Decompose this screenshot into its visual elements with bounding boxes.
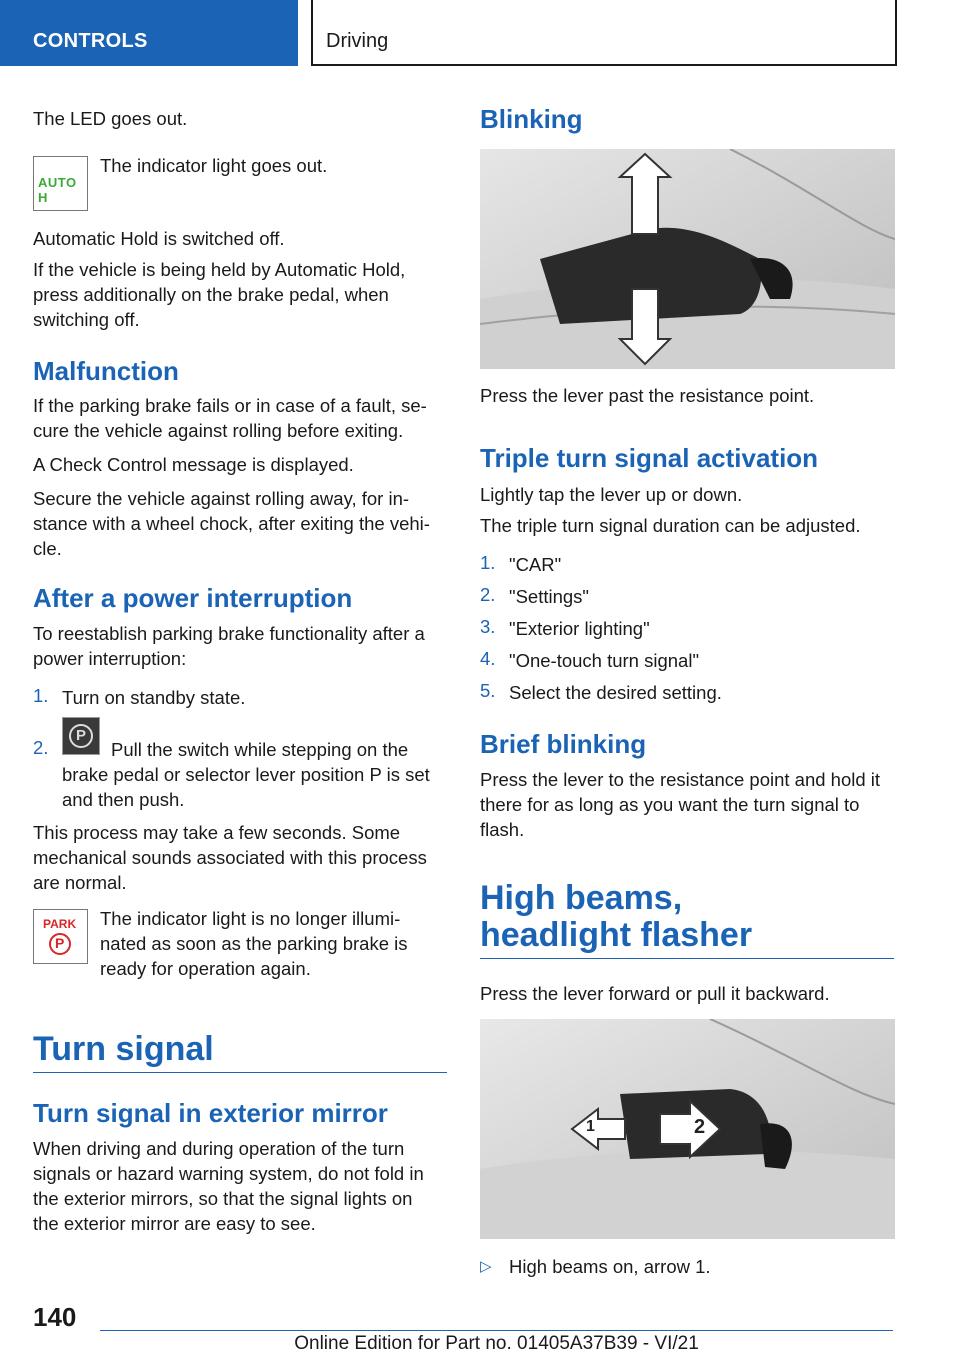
paragraph: Lightly tap the lever up or down.: [480, 484, 743, 505]
footer-edition: Online Edition for Part no. 01405A37B39 - VI/21: [294, 1333, 699, 1354]
section-divider: [480, 958, 894, 959]
paragraph-line: the exterior mirrors, so that the signal lights on: [33, 1188, 413, 1209]
paragraph: The LED goes out.: [33, 108, 188, 129]
step-text: "One-touch turn signal": [509, 650, 700, 671]
step-text: Pull the switch while stepping on the: [111, 739, 409, 760]
heading-headlight-flasher: headlight flasher: [480, 916, 753, 954]
section-tab: [0, 0, 298, 66]
step-number: 1.: [480, 552, 496, 573]
section-divider: [33, 1072, 447, 1073]
step-number: 4.: [480, 648, 496, 669]
paragraph-line: When driving and during operation of the turn: [33, 1138, 405, 1159]
bullet-icon: ▷: [480, 1258, 492, 1275]
heading-power-interruption: After a power interruption: [33, 583, 353, 613]
paragraph-line: flash.: [480, 819, 525, 840]
paragraph-line: If the parking brake fails or in case of a fault, se-: [33, 395, 427, 416]
heading-brief-blinking: Brief blinking: [480, 729, 647, 759]
auto-hold-icon-label: AUTO H: [38, 175, 77, 205]
step-text: and then push.: [62, 789, 185, 810]
high-beam-lever-photo: [480, 1019, 895, 1239]
paragraph-line: are normal.: [33, 872, 127, 893]
paragraph-line: ready for operation again.: [100, 958, 311, 979]
heading-high-beams: High beams,: [480, 879, 683, 917]
arrow-2-label: 2: [694, 1116, 706, 1138]
park-icon-letter: P: [55, 935, 65, 951]
paragraph-line: cure the vehicle against rolling before exiting.: [33, 420, 404, 441]
paragraph-line: Secure the vehicle against rolling away, for in-: [33, 488, 410, 509]
step-number: 2.: [480, 584, 496, 605]
turn-signal-lever-photo: [480, 149, 895, 369]
lever-forward-backward-illustration: [480, 1019, 895, 1239]
page-number: 140: [33, 1302, 77, 1332]
heading-triple-turn-signal: Triple turn signal activation: [480, 443, 819, 473]
heading-turn-signal-mirror: Turn signal in exterior mirror: [33, 1098, 388, 1128]
park-indicator-icon: [33, 909, 88, 964]
step-number: 3.: [480, 616, 496, 637]
chapter-header: [311, 0, 897, 66]
paragraph-line: This process may take a few seconds. Some: [33, 822, 401, 843]
heading-malfunction: Malfunction: [33, 356, 179, 386]
paragraph-line: the exterior mirror are easy to see.: [33, 1213, 316, 1234]
paragraph-line: nated as soon as the parking brake is: [100, 933, 408, 954]
step-text: "CAR": [509, 554, 562, 575]
auto-hold-indicator-icon: [33, 156, 88, 211]
step-text: "Exterior lighting": [509, 618, 650, 639]
paragraph: The triple turn signal duration can be adjusted.: [480, 515, 861, 536]
step-text: Select the desired setting.: [509, 682, 722, 703]
paragraph-line: The indicator light is no longer illumi-: [100, 908, 401, 929]
heading-blinking: Blinking: [480, 104, 583, 134]
paragraph-line: there for as long as you want the turn signal to: [480, 794, 860, 815]
step-number: 1.: [33, 685, 49, 706]
paragraph-line: Press the lever to the resistance point and hold it: [480, 769, 881, 790]
paragraph-line: power interruption:: [33, 648, 187, 669]
paragraph-line: signals or hazard warning system, do not fold in: [33, 1163, 424, 1184]
paragraph: Automatic Hold is switched off.: [33, 228, 285, 249]
paragraph-line: switching off.: [33, 309, 140, 330]
park-icon-label: PARK: [43, 917, 77, 931]
paragraph-line: To reestablish parking brake functionality after a: [33, 623, 425, 644]
footer-divider: [100, 1330, 893, 1331]
step-number: 2.: [33, 737, 49, 758]
step-number: 5.: [480, 680, 496, 701]
lever-up-down-illustration: [480, 149, 895, 369]
paragraph: Press the lever forward or pull it backward.: [480, 983, 830, 1004]
image-caption: Press the lever past the resistance point.: [480, 385, 815, 406]
paragraph-line: press additionally on the brake pedal, when: [33, 284, 389, 305]
bullet-text: High beams on, arrow 1.: [509, 1256, 711, 1277]
paragraph: A Check Control message is displayed.: [33, 454, 354, 475]
step-text: Turn on standby state.: [62, 687, 246, 708]
paragraph-line: If the vehicle is being held by Automatic Hold,: [33, 259, 406, 280]
paragraph-line: stance with a wheel chock, after exiting the vehi-: [33, 513, 430, 534]
paragraph-line: cle.: [33, 538, 62, 559]
chapter-title: Driving: [326, 30, 389, 52]
paragraph-line: mechanical sounds associated with this process: [33, 847, 427, 868]
heading-turn-signal: Turn signal: [33, 1030, 214, 1068]
parking-brake-switch-icon-letter: P: [76, 727, 87, 744]
paragraph: The indicator light goes out.: [100, 155, 328, 176]
arrow-1-label: 1: [586, 1118, 595, 1135]
section-title: CONTROLS: [33, 30, 148, 52]
step-text: brake pedal or selector lever position P is set: [62, 764, 430, 785]
parking-brake-switch-icon: [62, 717, 100, 755]
step-text: "Settings": [509, 586, 589, 607]
